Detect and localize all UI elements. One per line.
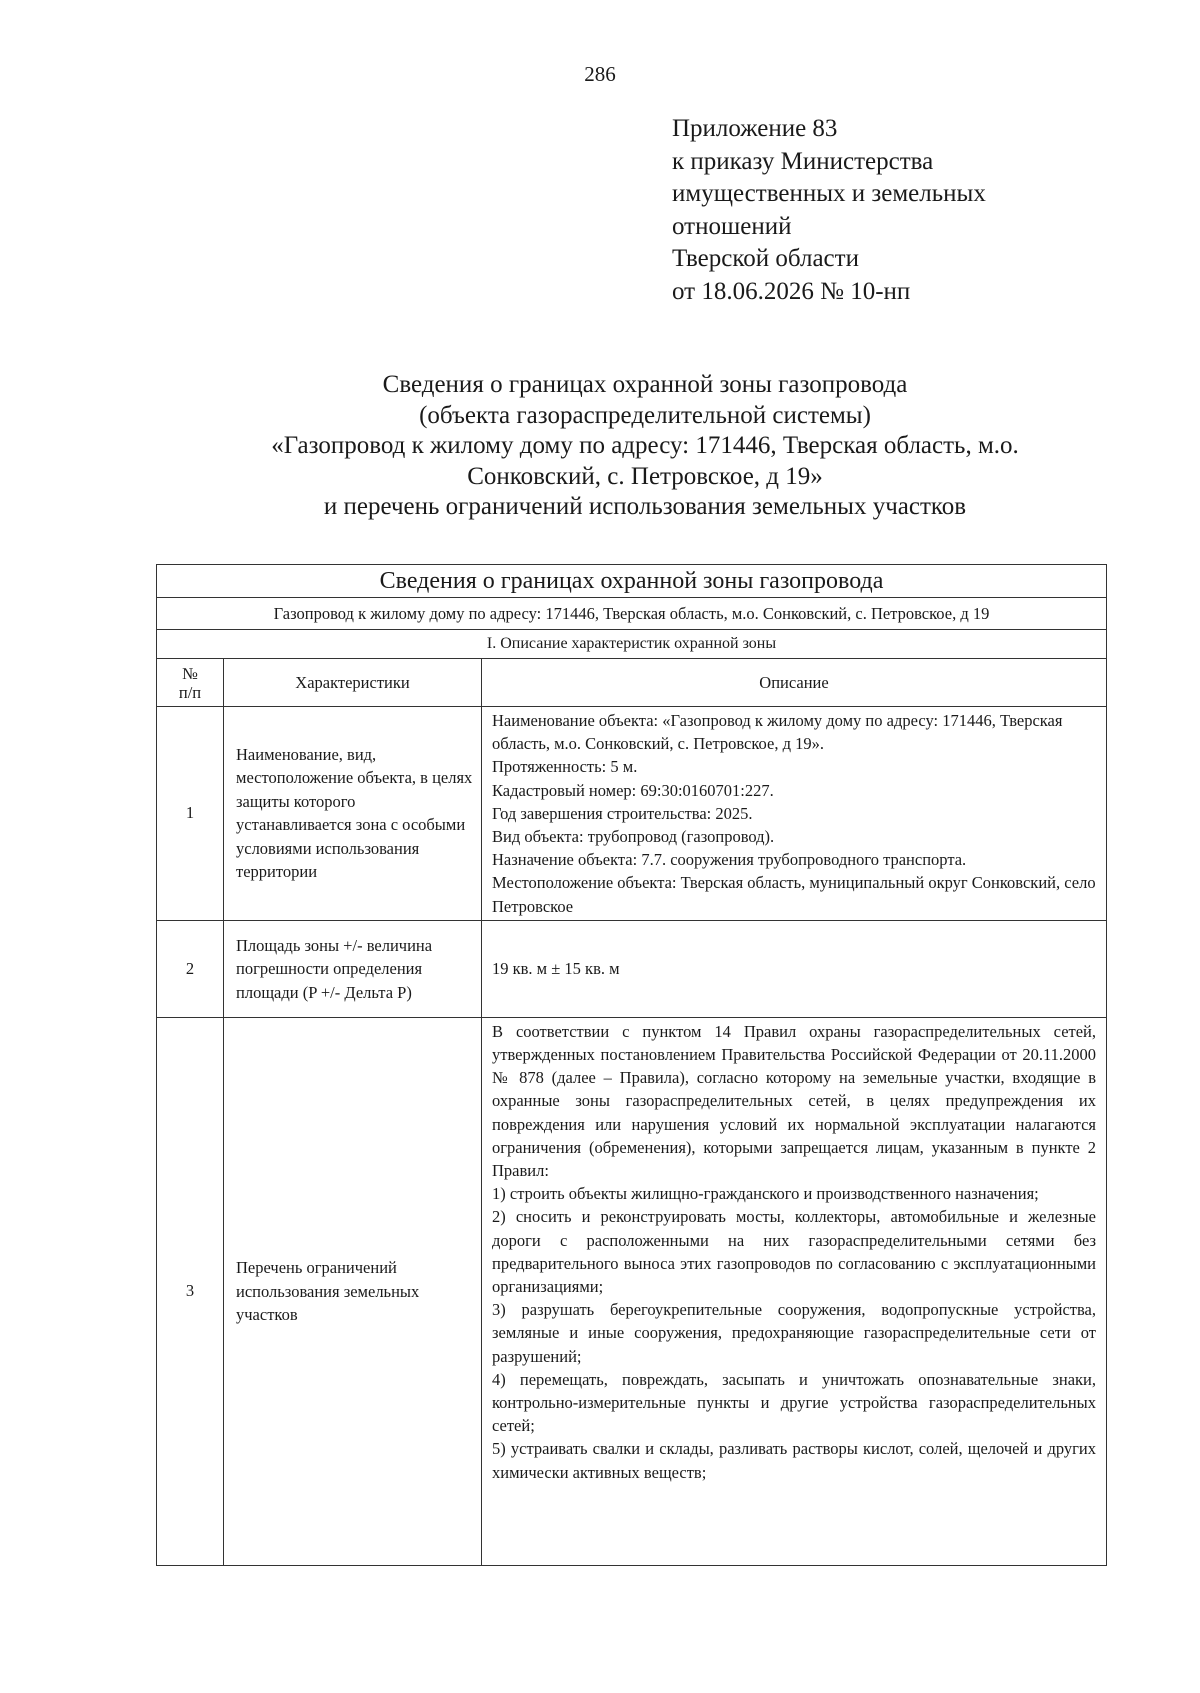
- appendix-line: Приложение 83: [672, 115, 838, 142]
- row-number: 3: [157, 1017, 224, 1565]
- table-row: [157, 1017, 1107, 1565]
- table-section-title: I. Описание характеристик охранной зоны: [157, 630, 1107, 659]
- zone-info-table: [156, 564, 1107, 1566]
- appendix-line: Тверской области: [672, 245, 859, 272]
- row-number: 2: [157, 920, 224, 1017]
- appendix-line: имущественных и земельных: [672, 180, 986, 207]
- description-line: В соответствии с пунктом 14 Правил охраны газораспределительных сетей, утвержденных постановлением Правительства Российской Федерации от 20.11.2000 № 878 (далее – Правила), согласно которому на земельные участки, входящие в охранные зоны газораспределительных сетей, в целях предупреждения их повреждения или нарушения условий их нормальной эксплуатации налагаются ограничения (обременения), которыми запрещается лицам, указанным в пункте 2 Правил:: [492, 1021, 1097, 1181]
- description-line: 2) сносить и реконструировать мосты, коллекторы, автомобильные и железные дороги с расположенными на них газораспределительными сетями без предварительного выноса этих газопроводов по согласованию с эксплуатационными организациями;: [492, 1207, 1097, 1297]
- description-line: Местоположение объекта: Тверская область, муниципальный округ Сонковский, село Петровское: [492, 873, 1096, 916]
- table-row: [157, 707, 1107, 921]
- row-description: [482, 707, 1107, 921]
- title-line: Сонковский, с. Петровское, д 19»: [467, 462, 823, 490]
- description-line: 4) перемещать, повреждать, засыпать и уничтожать опознавательные знаки, контрольно-измерительные пункты и другие устройства газораспределительных сетей;: [492, 1369, 1097, 1436]
- description-line: 1) строить объекты жилищно-гражданского и производственного назначения;: [492, 1184, 1039, 1204]
- title-line: Сведения о границах охранной зоны газопровода: [382, 371, 908, 398]
- title-line: «Газопровод к жилому дому по адресу: 171446, Тверская область, м.о.: [271, 432, 1019, 459]
- row-number: 1: [157, 707, 224, 921]
- row-characteristic: Перечень ограничений использования земельных участков: [224, 1017, 482, 1565]
- table-object-header: Газопровод к жилому дому по адресу: 171446, Тверская область, м.о. Сонковский, с. Петровское, д 19: [157, 598, 1107, 630]
- appendix-line: отношений: [672, 212, 792, 240]
- appendix-block: [672, 113, 986, 308]
- title-line: (объекта газораспределительной системы): [419, 401, 871, 429]
- column-header-description: Описание: [482, 659, 1107, 707]
- table-main-header: Сведения о границах охранной зоны газопровода: [157, 565, 1107, 598]
- page-number: 286: [584, 62, 616, 86]
- column-header-number-line1: №: [182, 663, 198, 683]
- row-characteristic: Площадь зоны +/- величина погрешности определения площади (P +/- Дельта P): [224, 920, 482, 1017]
- description-line: Вид объекта: трубопровод (газопровод).: [492, 827, 775, 847]
- description-line: 5) устраивать свалки и склады, разливать растворы кислот, солей, щелочей и других химически активных веществ;: [492, 1439, 1097, 1482]
- description-line: Наименование объекта: «Газопровод к жилому дому по адресу: 171446, Тверская область, м.о. Сонковский, с. Петровское, д 19».: [492, 711, 1063, 754]
- column-header-number-line2: п/п: [178, 682, 202, 702]
- column-header-characteristics: Характеристики: [224, 659, 482, 707]
- description-line: Год завершения строительства: 2025.: [492, 803, 753, 823]
- description-line: Назначение объекта: 7.7. сооружения трубопроводного транспорта.: [492, 850, 967, 870]
- description-line: Протяженность: 5 м.: [492, 757, 638, 777]
- table-column-headers: [157, 659, 1107, 707]
- description-line: Кадастровый номер: 69:30:0160701:227.: [492, 780, 774, 800]
- appendix-line: от 18.06.2026 № 10-нп: [672, 277, 911, 305]
- description-line: 3) разрушать берегоукрепительные сооружения, водопропускные устройства, земляные и иные сооружения, предохраняющие газораспределительные сети от разрушений;: [492, 1300, 1097, 1366]
- title-line: и перечень ограничений использования земельных участков: [323, 493, 967, 520]
- column-header-number: [157, 659, 224, 707]
- document-title: [150, 370, 1140, 523]
- description-line: 19 кв. м ± 15 кв. м: [492, 959, 620, 979]
- row-description: [482, 920, 1107, 1017]
- row-characteristic: Наименование, вид, местоположение объекта, в целях защиты которого устанавливается зона с особыми условиями использования территории: [224, 707, 482, 921]
- row-description: [482, 1017, 1107, 1565]
- appendix-line: к приказу Министерства: [672, 147, 934, 175]
- table-row: [157, 920, 1107, 1017]
